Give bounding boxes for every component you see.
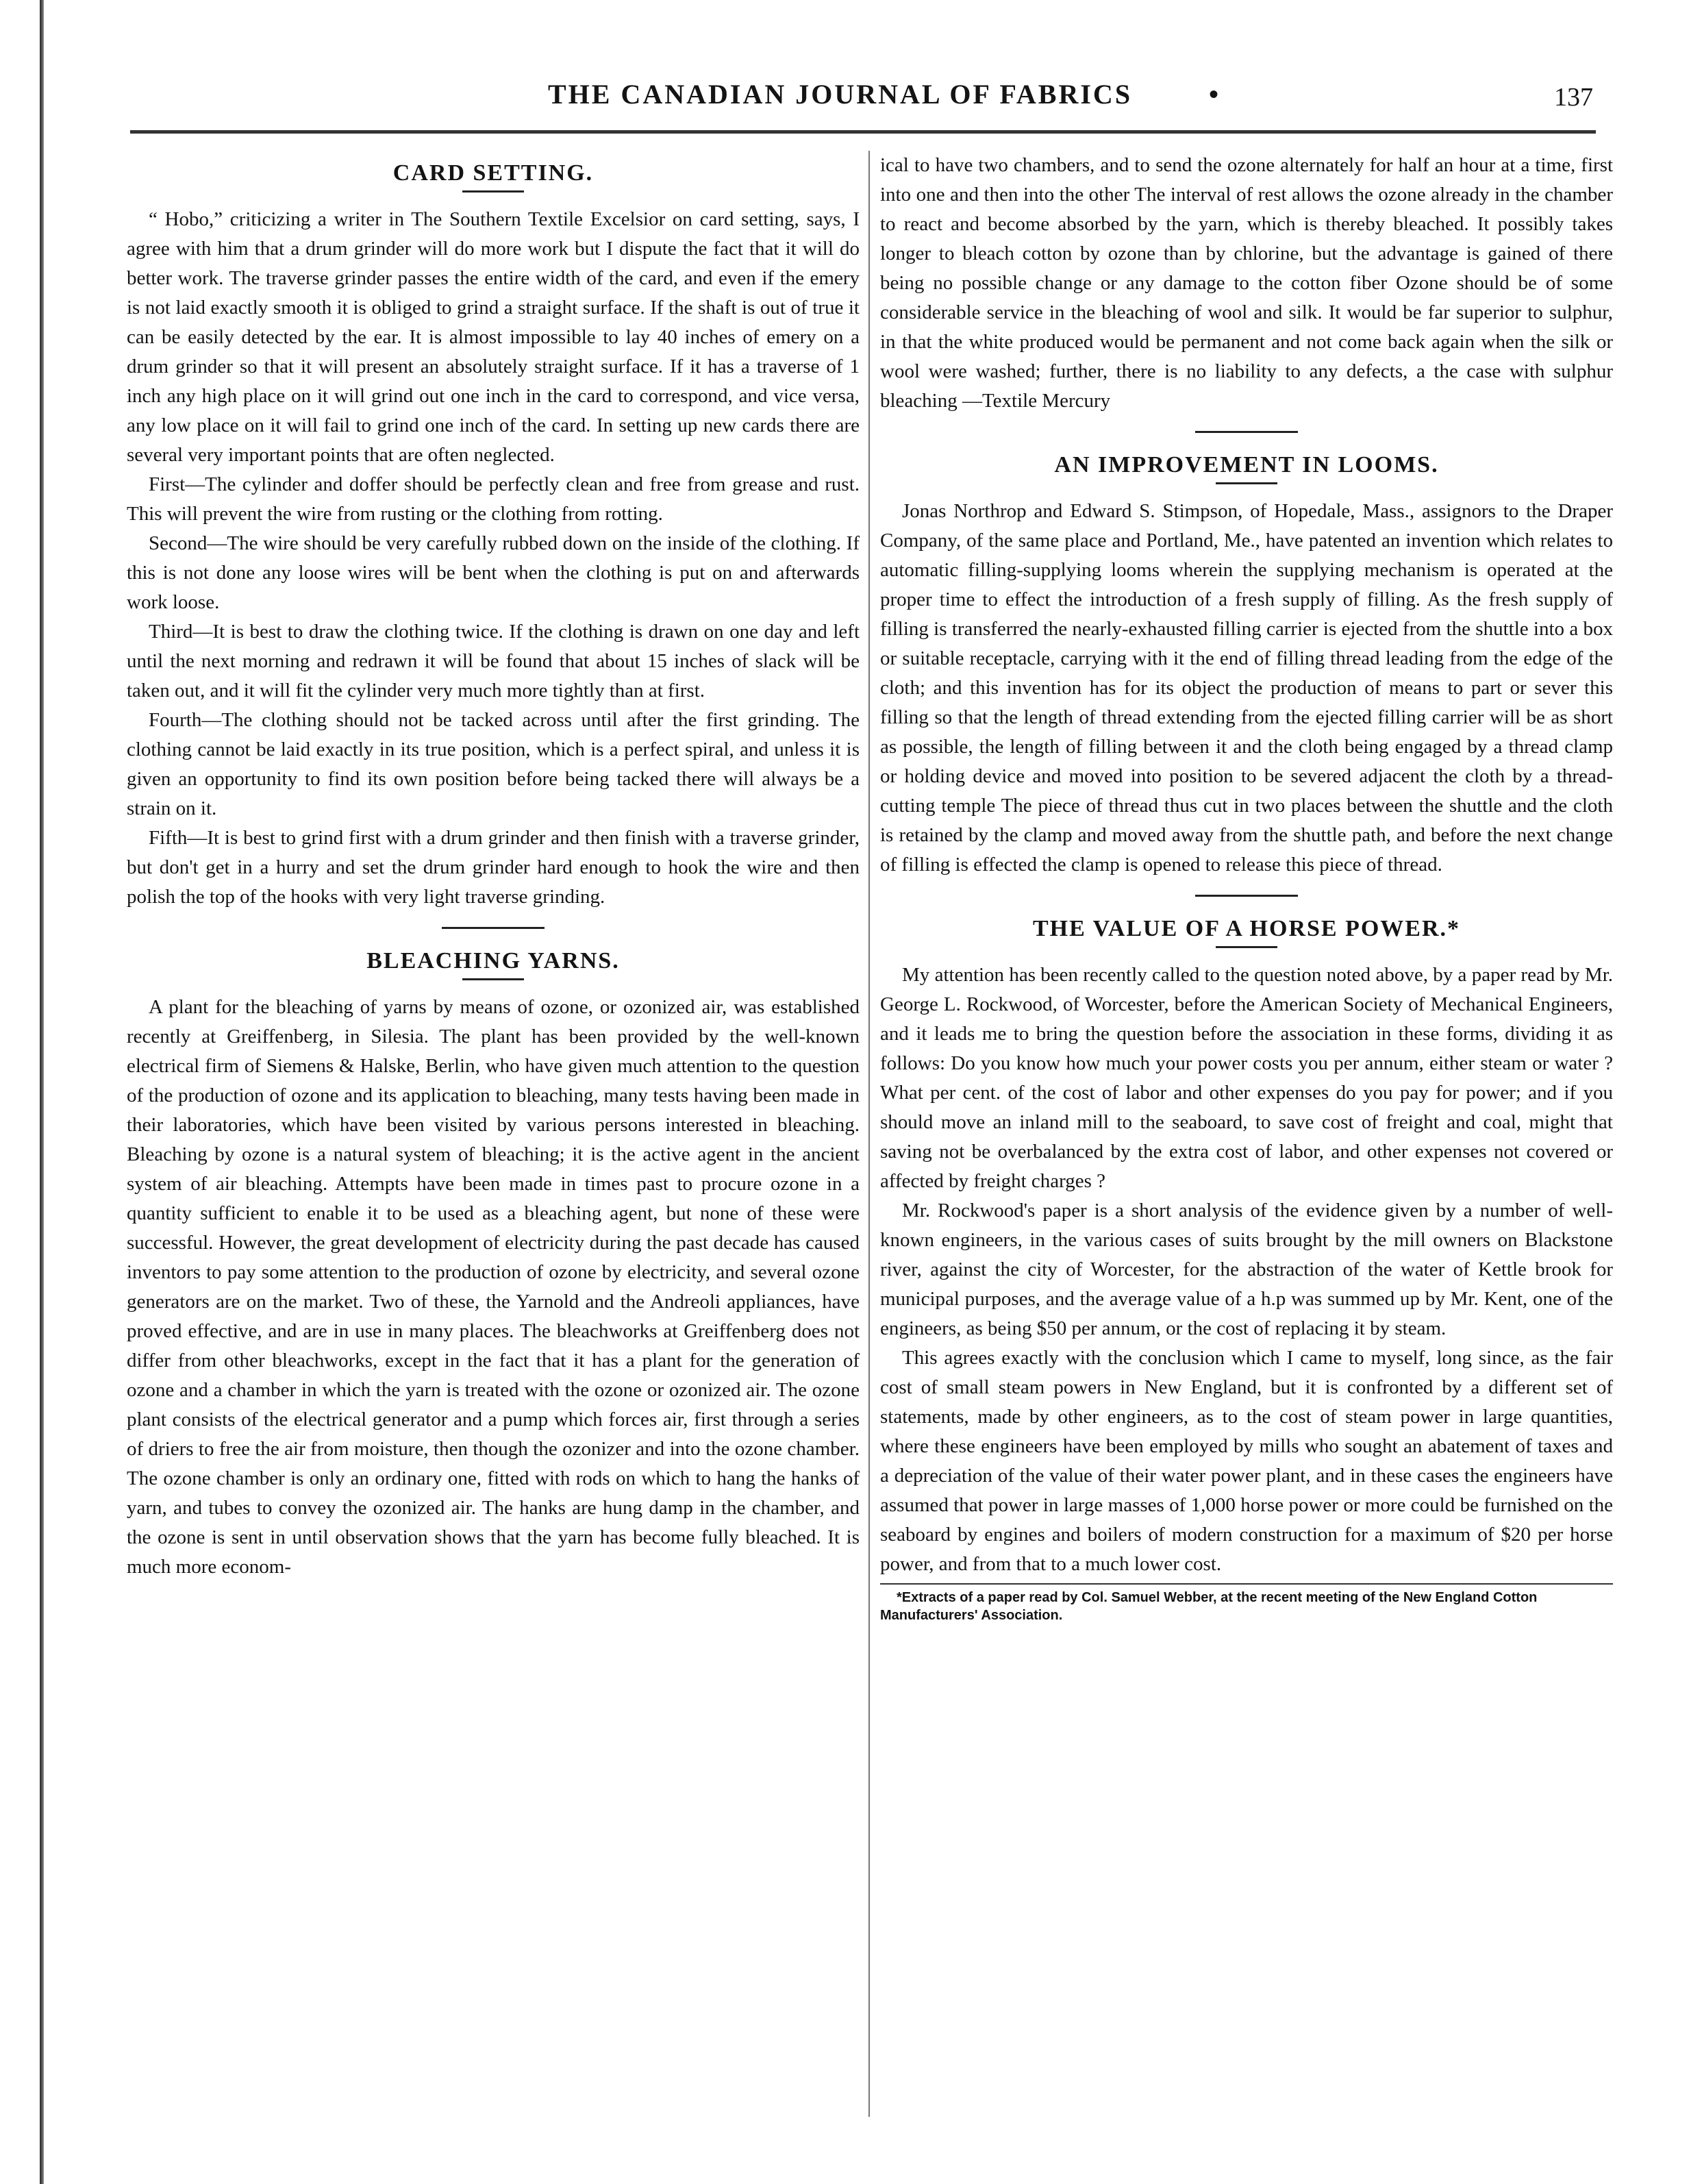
article-paragraph: My attention has been recently called to the question noted above, by a paper read by Mr. George L. Rockwood, of Worcester, before the American Society of Mechanical Engineers, and it leads me to bring the question before the association in these forms, dividing it as follows: Do you know how much your power costs you per annum, either steam or water ? What per cent. of the cost of labor and other expenses do you pay for power; and if you should move an inland mill to the seaboard, to save cost of freight and coal, might that saving not be overbalanced by the extra cost of labor, and other expenses not covered or affected by freight charges ? [880,964,1613,1192]
title-rule [462,190,524,193]
header-bullet: • [1209,79,1219,110]
article-improvement-in-looms [880,452,1613,880]
footnote: *Extracts of a paper read by Col. Samuel Webber, at the recent meeting of the New England Cotton Manufacturers' Association. [880,1583,1613,1624]
page-binding-edge [40,0,44,2184]
article-paragraph: “ Hobo,” criticizing a writer in The Southern Textile Excelsior on card setting, says, I agree with him that a drum grinder will do more work but I dispute the fact that it will do better work. The traverse grinder passes the entire width of the card, and even if the emery is not laid exactly smooth it is obliged to grind a straight surface. If the shaft is out of true it can be easily detected by the ear. It is almost impossible to lay 40 inches of emery on a drum grinder so that it will present an absolutely straight surface. If it has a traverse of 1 inch any high place on it will grind out one inch in the card to correspond, and vice versa, any low place on it will fail to grind one inch of the card. In setting up new cards there are several very important points that are often neglected. [127,208,860,466]
article-paragraph: Fourth—The clothing should not be tacked across until after the first grinding. The clothing cannot be laid exactly in its true position, which is a perfect spiral, and unless it is given an opportunity to find its own position before being tacked there will always be a strain on it. [127,709,860,819]
article-paragraph-continued: ical to have two chambers, and to send the ozone alternately for half an hour at a time, first into one and then into the other The interval of rest allows the ozone already in the chamber to react and become absorbed by the yarn, which is thereby bleached. It possibly takes longer to bleach cotton by ozone than by chlorine, but the advantage is gained of there being no possible change or any damage to the cotton fiber Ozone should be of some considerable service in the bleaching of wool and silk. It would be far superior to sulphur, in that the white produced would be permanent and not come back again when the silk or wool were washed; further, there is no liability to any defects, a the case with sulphur bleaching —Textile Mercury [880,154,1613,412]
article-title: BLEACHING YARNS. [366,948,620,973]
left-column [127,151,860,2124]
article-paragraph: This agrees exactly with the conclusion which I came to myself, long since, as the fair cost of small steam powers in New England, but it is confronted by a different set of statements, made by other engineers, as to the cost of steam power in large quantities, where these engineers have been employed by mills who sought an abatement of taxes and a depreciation of the value of their water power plant, and in these cases the engineers have assumed that power in large masses of 1,000 horse power or more could be furnished on the seaboard by engines and boilers of modern construction for a maximum of $20 per horse power, and from that to a much lower cost. [880,1347,1613,1575]
section-divider [1195,431,1298,433]
article-paragraph: First—The cylinder and doffer should be perfectly clean and free from grease and rust. This will prevent the wire from rusting or the clothing from rotting. [127,473,860,525]
page-header [130,74,1603,129]
section-divider [1195,895,1298,897]
header-rule [130,130,1596,134]
article-paragraph: Jonas Northrop and Edward S. Stimpson, of Hopedale, Mass., assignors to the Draper Company, of the same place and Portland, Me., have patented an invention which relates to automatic filling-supplying looms wherein the supplying mechanism is operated at the proper time to effect the introduction of a fresh supply of filling. As the fresh supply of filling is transferred the nearly-exhausted filling carrier is ejected from the shuttle into a box or suitable receptacle, carrying with it the end of filling thread leading from the edge of the cloth; and this invention has for its object the production of means to part or sever this filling so that the length of thread extending from the ejected filling carrier will be as short as possible, the length of filling between it and the cloth being engaged by a thread clamp or holding device and moved into position to be severed adjacent the cloth by a thread-cutting temple The piece of thread thus cut in two places between the shuttle and the cloth is retained by the clamp and moved away from the shuttle path, and before the next change of filling is effected the clamp is opened to release this piece of thread. [880,500,1613,876]
column-divider [868,151,870,2117]
article-title: AN IMPROVEMENT IN LOOMS. [1054,452,1439,477]
article-title: CARD SETTING. [392,160,594,186]
section-divider [442,927,545,929]
page-number: 137 [1554,83,1593,112]
article-value-of-horse-power [880,916,1613,1624]
title-rule [1216,482,1277,484]
article-bleaching-yarns [127,948,860,1582]
article-card-setting [127,160,860,912]
article-paragraph: A plant for the bleaching of yarns by means of ozone, or ozonized air, was established recently at Greiffenberg, in Silesia. The plant has been provided by the well-known electrical firm of Siemens & Halske, Berlin, who have given much attention to the question of the production of ozone and its application to bleaching, many tests having been made in their laboratories, which have been visited by various persons interested in bleaching. Bleaching by ozone is a natural system of bleaching; it is the active agent in the ancient system of air bleaching. Attempts have been made in times past to procure ozone in a quantity sufficient to enable it to be used as a bleaching agent, but none of these were successful. However, the great development of electricity during the past decade has caused inventors to pay some attention to the production of ozone by electricity, and several ozone generators are on the market. Two of these, the Yarnold and the Andreoli appliances, have proved effective, and are in use in many places. The bleachworks at Greiffenberg does not differ from other bleachworks, except in the fact that it has a plant for the generation of ozone and a chamber in which the yarn is treated with the ozone or ozonized air. The ozone plant consists of the electrical generator and a pump which forces air, first through a series of driers to free the air from moisture, then though the ozonizer and into the ozone chamber. The ozone chamber is only an ordinary one, fitted with rods on which to hang the hanks of yarn, and tubes to convey the ozonized air. The hanks are hung damp in the chamber, and the ozone is sent in until observation shows that the yarn has become fully bleached. It is much more econom- [127,996,860,1578]
title-rule [462,978,524,980]
article-title: THE VALUE OF A HORSE POWER.* [1032,916,1461,941]
right-column [880,151,1613,2124]
title-rule [1216,946,1277,948]
article-paragraph: Fifth—It is best to grind first with a drum grinder and then finish with a traverse grinder, but don't get in a hurry and set the drum grinder hard enough to hook the wire and then polish the top of the hooks with very light traverse grinding. [127,827,860,908]
article-paragraph: Second—The wire should be very carefully rubbed down on the inside of the clothing. If this is not done any loose wires will be bent when the clothing is put on and afterwards work loose. [127,532,860,613]
running-title: THE CANADIAN JOURNAL OF FABRICS [548,79,1133,110]
article-paragraph: Mr. Rockwood's paper is a short analysis of the evidence given by a number of well-known engineers, in the various cases of suits brought by the mill owners on Blackstone river, against the city of Worcester, for the abstraction of the water of Kettle brook for municipal purposes, and the average value of a h.p was summed up by Mr. Kent, one of the engineers, as being $50 per annum, or the cost of replacing it by steam. [880,1200,1613,1339]
article-paragraph: Third—It is best to draw the clothing twice. If the clothing is drawn on one day and left until the next morning and redrawn it will be found that about 15 inches of slack will be taken out, and it will fit the cylinder very much more tightly than at first. [127,621,860,702]
